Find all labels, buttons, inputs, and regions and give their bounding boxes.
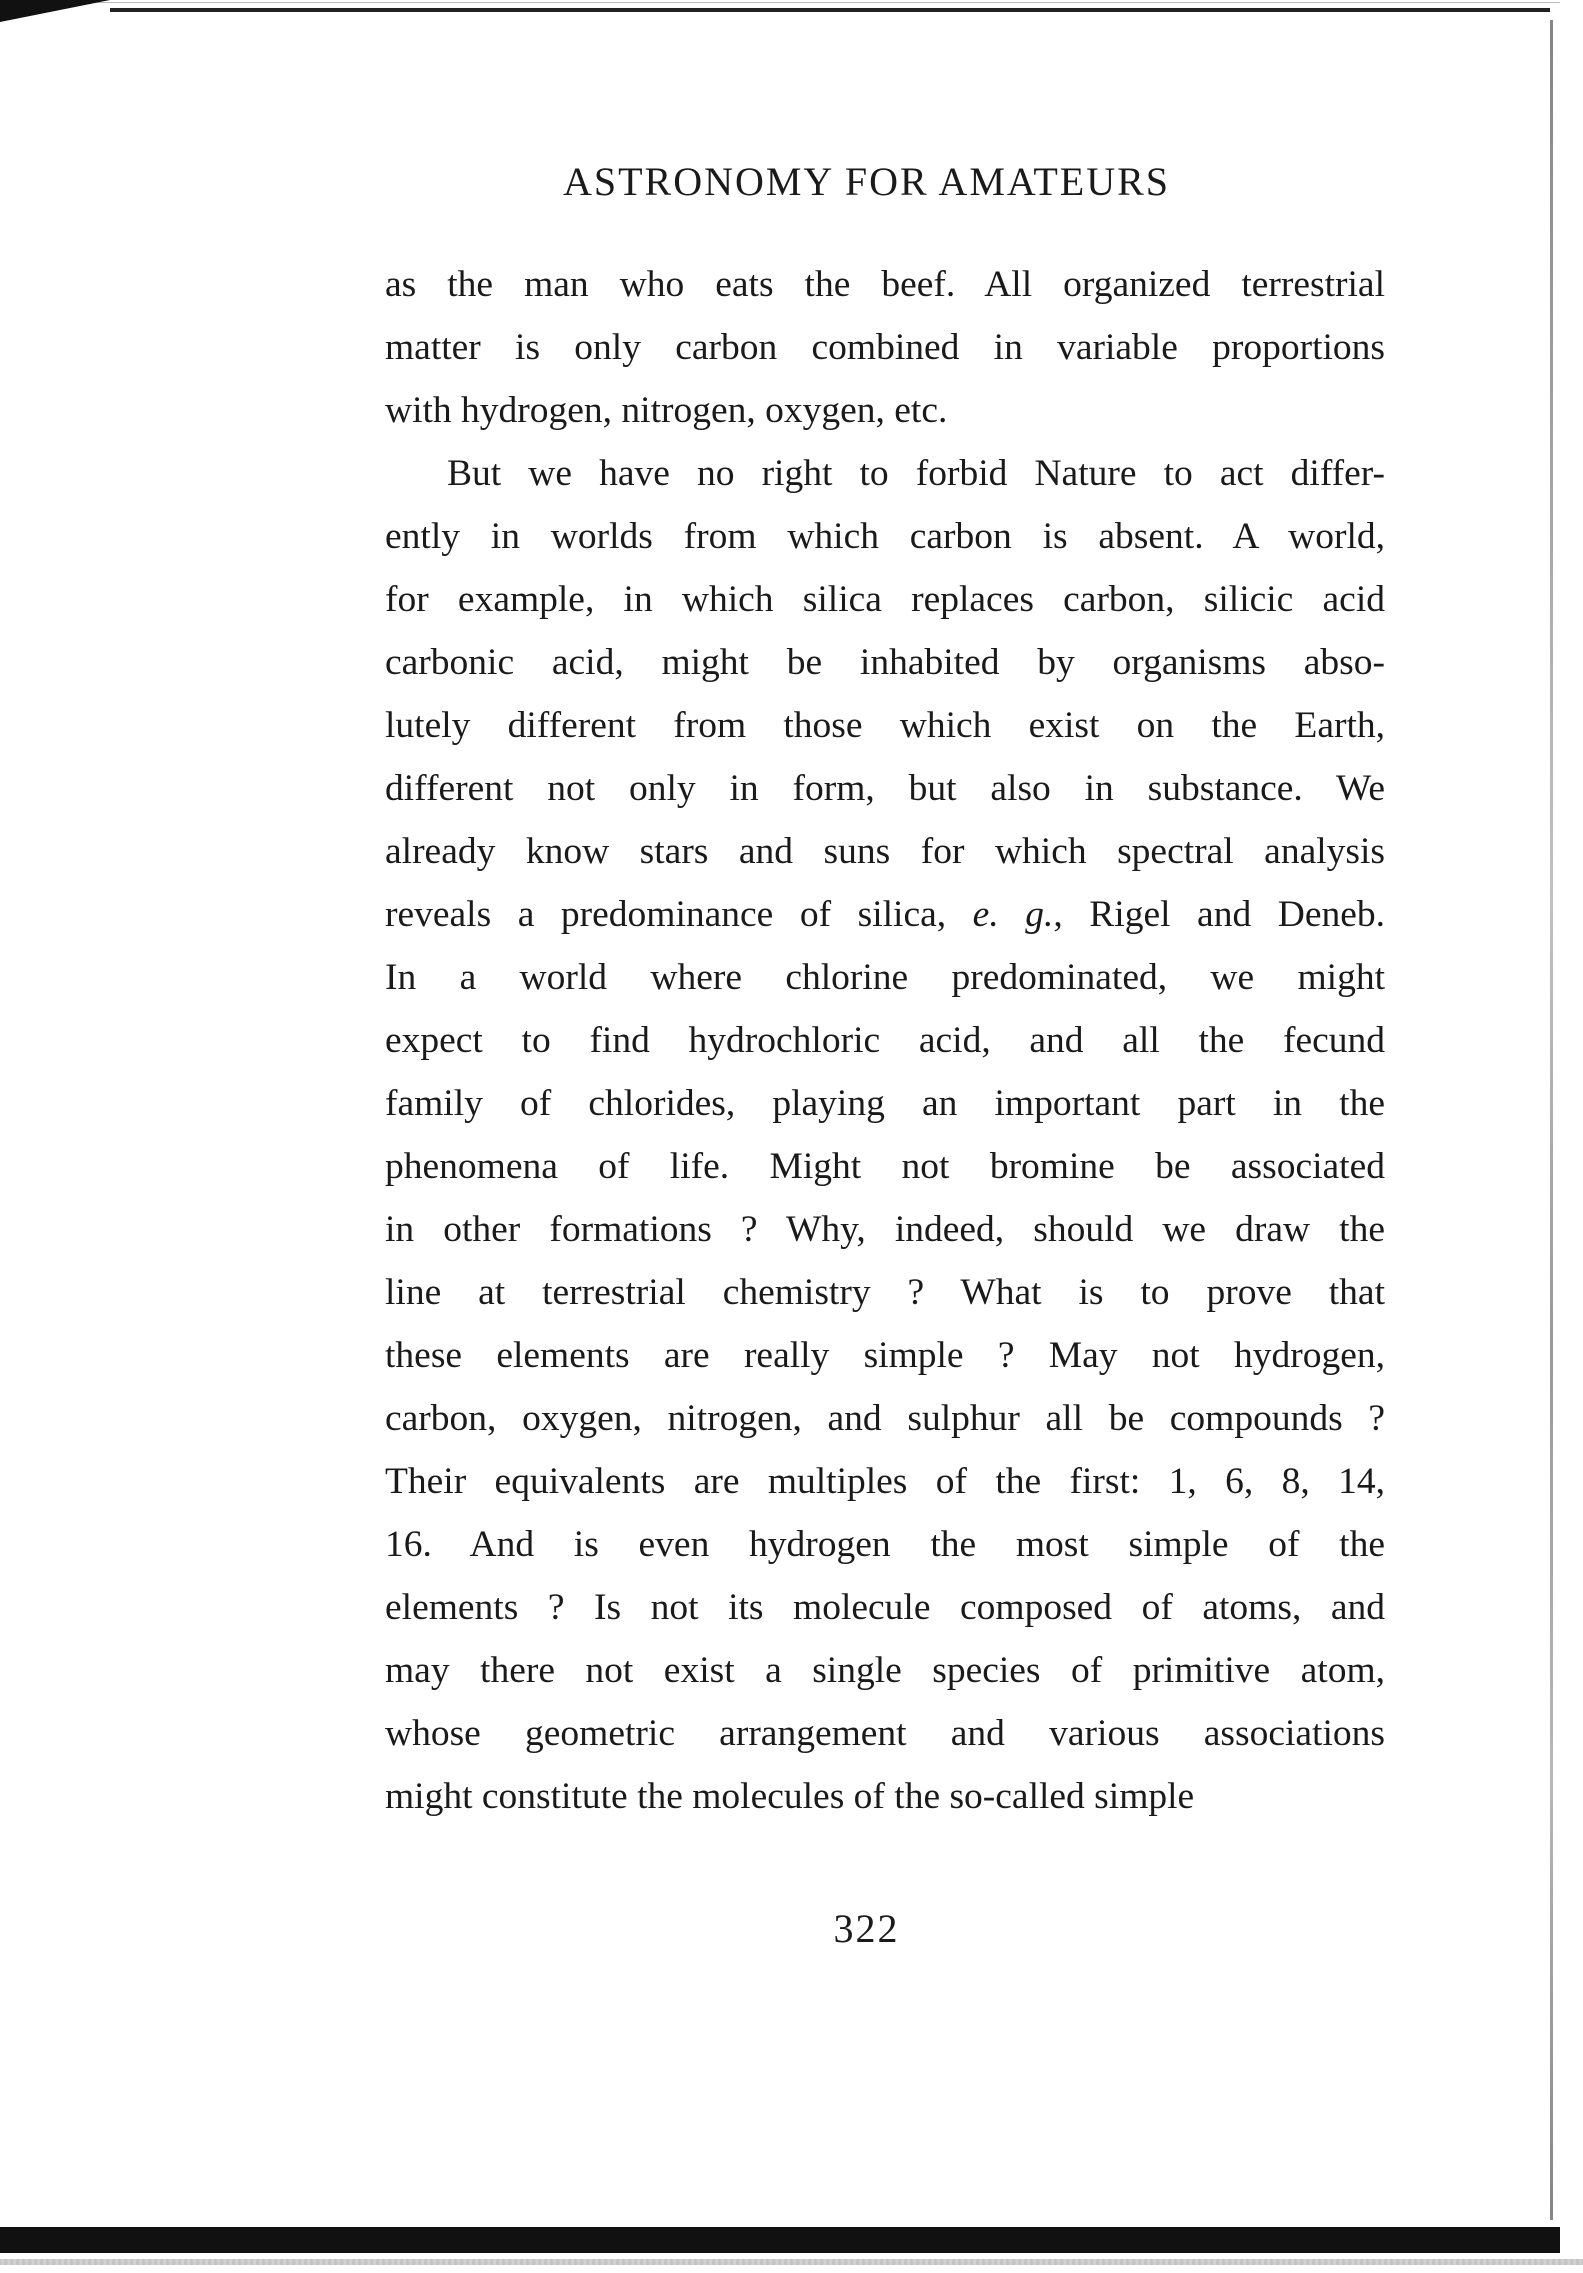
text-line: with hydrogen, nitrogen, oxygen, etc. [385,390,948,431]
scan-top-hairline [40,2,1560,3]
text-line: in other formations ? Why, indeed, should we draw the [385,1209,1385,1250]
text-line: In a world where chlorine predominated, we might [385,957,1385,998]
text-line: ently in worlds from which carbon is absent. A world, [385,516,1385,557]
text-line: whose geometric arrangement and various associations [385,1713,1385,1754]
page-number: 322 [833,1906,900,1951]
text-line: these elements are really simple ? May not hydrogen, [385,1335,1385,1376]
text-line: But we have no right to forbid Nature to act differ- [447,453,1385,494]
text-line: as the man who eats the beef. All organized terrestrial [385,264,1385,305]
scan-right-edge [1550,20,1553,2220]
text-line: carbon, oxygen, nitrogen, and sulphur all be compounds ? [385,1398,1385,1439]
text-line: line at terrestrial chemistry ? What is to prove that [385,1272,1385,1313]
text-line: family of chlorides, playing an important part in the [385,1083,1385,1124]
text-line: carbonic acid, might be inhabited by organisms abso- [385,642,1385,683]
text-line: phenomena of life. Might not bromine be associated [385,1146,1385,1187]
body-text [385,253,1385,1828]
text-line: matter is only carbon combined in variable proportions [385,327,1385,368]
italic-abbreviation: e. g. [972,894,1054,935]
text-line: Their equivalents are multiples of the first: 1, 6, 8, 14, [385,1461,1385,1502]
text-line: 16. And is even hydrogen the most simple of the [385,1524,1385,1565]
text-line: already know stars and suns for which spectral analysis [385,831,1385,872]
text-line: might constitute the molecules of the so-called simple [385,1776,1195,1817]
text-line: elements ? Is not its molecule composed of atoms, and [385,1587,1385,1628]
scan-bottom-edge [0,2259,1583,2265]
scan-corner-mark [0,0,110,22]
text-line: may there not exist a single species of primitive atom, [385,1650,1385,1691]
text-line: for example, in which silica replaces carbon, silicic acid [385,579,1385,620]
text-line: lutely different from those which exist on the Earth, [385,705,1385,746]
scan-top-rule [110,8,1550,12]
text-line: reveals a predominance of silica, e. g., Rigel and Deneb. [385,894,1385,935]
running-head: ASTRONOMY FOR AMATEURS [562,159,1171,204]
text-line: different not only in form, but also in substance. We [385,768,1385,809]
scan-bottom-bar [0,2227,1560,2253]
text-line: expect to find hydrochloric acid, and all the fecund [385,1020,1385,1061]
